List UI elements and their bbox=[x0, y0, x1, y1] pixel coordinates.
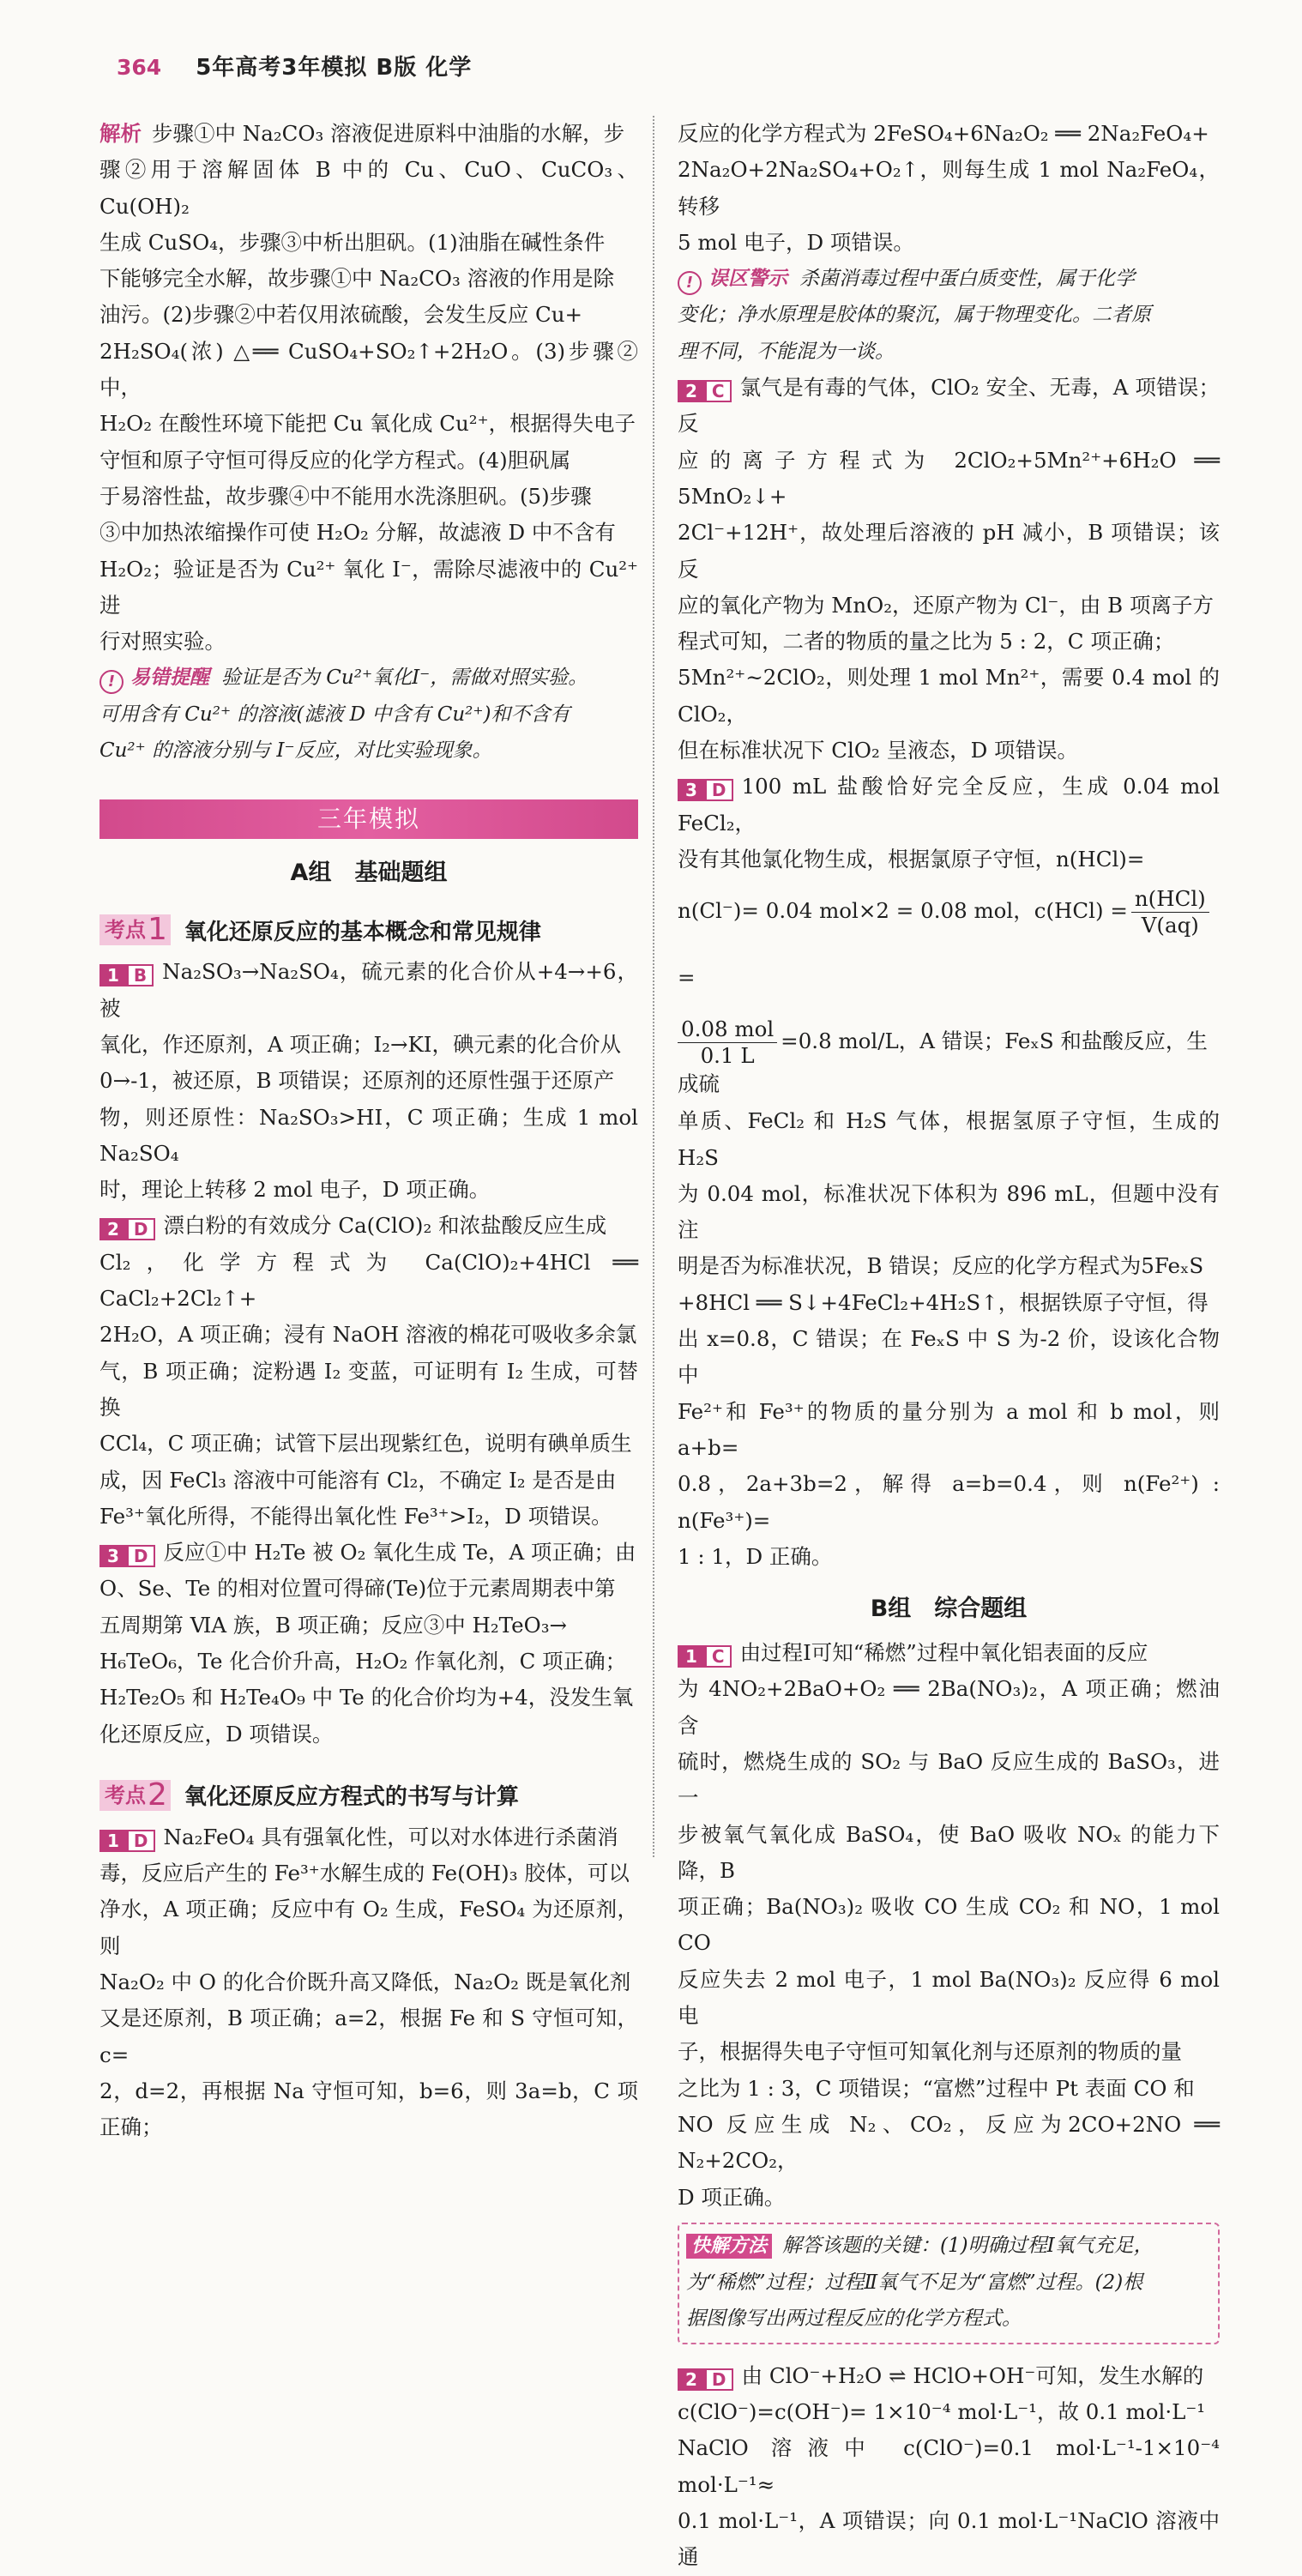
text-line: 0→-1，被还原，B 项错误；还原剂的还原性强于还原产 bbox=[99, 1068, 615, 1094]
knowledge-point-tag: 考点 2 bbox=[99, 1780, 171, 1811]
answer-badge: 3 D bbox=[678, 779, 733, 801]
text-line: 3 D 反应①中 H₂Te 被 O₂ 氧化生成 Te，A 项正确；由 bbox=[99, 1535, 638, 1571]
text-line: 步被氧气氧化成 BaSO₄，使 BaO 吸收 NOₓ 的能力下降，B bbox=[678, 1821, 1220, 1883]
text-line: 硫时，燃烧生成的 SO₂ 与 BaO 反应生成的 BaSO₃，进一 bbox=[678, 1748, 1220, 1811]
knowledge-point-2 bbox=[99, 1771, 638, 1819]
text-line: Cu²⁺ 的溶液分别与 I⁻反应，对比实验现象。 bbox=[99, 739, 492, 763]
text-line: 应的氧化产物为 MnO₂，还原产物为 Cl⁻，由 B 项离子方 bbox=[678, 592, 1214, 618]
page-header bbox=[117, 50, 472, 87]
answer-badge: 1 D bbox=[99, 1830, 155, 1852]
knowledge-point-title: 氧化还原反应的基本概念和常见规律 bbox=[184, 919, 541, 945]
text-line: 1 C 由过程Ⅰ可知“稀燃”过程中氧化铝表面的反应 bbox=[678, 1635, 1220, 1671]
text-line: H₂O₂ 在酸性环境下能把 Cu 氧化成 Cu²⁺，根据得失电子 bbox=[99, 411, 636, 437]
section-banner: 三年模拟 bbox=[99, 799, 638, 839]
answer-item bbox=[678, 1635, 1220, 2216]
formula-line: n(Cl⁻)= 0.04 mol×2 = 0.08 mol，c(HCl) = $\frac{\text{n(HCl)}}{V(aq)}$ = bbox=[678, 878, 1220, 1011]
text-line: 快解方法 解答该题的关键：(1)明确过程Ⅰ氧气充足， bbox=[686, 2228, 1211, 2265]
text-line: ! 误区警示 杀菌消毒过程中蛋白质变性，属于化学 bbox=[678, 261, 1220, 297]
fraction: $\frac{\text{n(HCl)}}{V(aq)}$ bbox=[1131, 886, 1209, 938]
answer-badge: 1 B bbox=[99, 964, 154, 986]
text-line: 物，则还原性：Na₂SO₃>HI，C 项正确；生成 1 mol Na₂SO₄ bbox=[99, 1104, 638, 1166]
text-line: 气，B 项正确；淀粉遇 I₂ 变蓝，可证明有 I₂ 生成，可替换 bbox=[99, 1358, 638, 1420]
formula-line: $\frac{\text{0.08 mol}}{0.1 L}$ =0.8 mol/L，A 错误；FeₓS 和盐酸反应，生成硫 bbox=[678, 1017, 1208, 1097]
text-line: 2 D 漂白粉的有效成分 Ca(ClO)₂ 和浓盐酸反应生成 bbox=[99, 1208, 638, 1244]
text-line: 为 4NO₂+2BaO+O₂ ══ 2Ba(NO₃)₂，A 项正确；燃油含 bbox=[678, 1676, 1220, 1738]
right-column bbox=[678, 116, 1220, 2576]
text-line: 下能够完全水解，故步骤①中 Na₂CO₃ 溶液的作用是除 bbox=[99, 266, 615, 292]
text-line: 净水，A 项正确；反应中有 O₂ 生成，FeSO₄ 为还原剂，则 bbox=[99, 1897, 638, 1958]
text-line: c(ClO⁻)=c(OH⁻)= 1×10⁻⁴ mol·L⁻¹，故 0.1 mol·L⁻¹ bbox=[678, 2399, 1206, 2425]
text-line: 油污。(2)步骤②中若仅用浓硫酸，会发生反应 Cu+ bbox=[99, 302, 583, 328]
text-line: 时，理论上转移 2 mol 电子，D 项正确。 bbox=[99, 1177, 491, 1203]
text-line: 5Mn²⁺~2ClO₂，则处理 1 mol Mn²⁺，需要 0.4 mol 的 ClO₂， bbox=[678, 665, 1220, 727]
text-line: 反应的化学方程式为 2FeSO₄+6Na₂O₂ ══ 2Na₂FeO₄+ bbox=[678, 121, 1209, 146]
text-line: 五周期第 ⅥA 族，B 项正确；反应③中 H₂TeO₃→ bbox=[99, 1612, 568, 1638]
group-a-heading: A组 基础题组 bbox=[290, 860, 448, 887]
text-line: 明是否为标准状况，B 错误；反应的化学方程式为5FeₓS bbox=[678, 1253, 1204, 1279]
text-line: 2，d=2，再根据 Na 守恒可知，b=6，则 3a=b，C 项正确； bbox=[99, 2078, 638, 2140]
answer-badge: 3 D bbox=[99, 1545, 155, 1567]
text-line: H₂O₂；验证是否为 Cu²⁺ 氧化 I⁻，需除尽滤液中的 Cu²⁺ 进 bbox=[99, 556, 638, 618]
text-line: 毒，反应后产生的 Fe³⁺水解生成的 Fe(OH)₃ 胶体，可以 bbox=[99, 1861, 630, 1886]
answer-item bbox=[99, 1535, 638, 1753]
text-line: ③中加热浓缩操作可使 H₂O₂ 分解，故滤液 D 中不含有 bbox=[99, 520, 616, 546]
column-divider bbox=[653, 116, 654, 1857]
text-line: 0.8，2a+3b=2，解得 a=b=0.4，则 n(Fe²⁺) : n(Fe³⁺)= bbox=[678, 1471, 1220, 1533]
text-line: 于易溶性盐，故步骤④中不能用水洗涤胆矾。(5)步骤 bbox=[99, 483, 592, 509]
text-line: 2H₂O，A 项正确；浸有 NaOH 溶液的棉花可吸收多余氯 bbox=[99, 1322, 637, 1348]
fraction: $\frac{\text{0.08 mol}}{0.1 L}$ bbox=[678, 1017, 777, 1069]
knowledge-point-tag: 考点 1 bbox=[99, 914, 171, 945]
text-line: H₂Te₂O₅ 和 H₂Te₄O₉ 中 Te 的化合价均为+4，没发生氧 bbox=[99, 1685, 634, 1710]
text-line: 应的离子方程式为 2ClO₂+5Mn²⁺+6H₂O ══ 5MnO₂↓+ bbox=[678, 447, 1220, 509]
text-line: 没有其他氯化物生成，根据氯原子守恒，n(HCl)= bbox=[678, 846, 1145, 872]
analysis-label: 解析 bbox=[99, 121, 142, 146]
knowledge-point-title: 氧化还原反应方程式的书写与计算 bbox=[184, 1784, 519, 1811]
text-line: Na₂O₂ 中 O 的化合价既升高又降低，Na₂O₂ 既是氧化剂 bbox=[99, 1970, 631, 1995]
text-line: 行对照实验。 bbox=[99, 629, 226, 655]
answer-badge: 2 D bbox=[99, 1218, 155, 1240]
text-line: 出 x=0.8，C 错误；在 FeₓS 中 S 为-2 价，设该化合物中 bbox=[678, 1326, 1220, 1388]
answer-item bbox=[99, 954, 638, 1208]
text-line: 守恒和原子守恒可得反应的化学方程式。(4)胆矾属 bbox=[99, 447, 571, 473]
text-line: 项正确；Ba(NO₃)₂ 吸收 CO 生成 CO₂ 和 NO，1 mol CO bbox=[678, 1894, 1220, 1956]
text-line: 骤②用于溶解固体 B 中的 Cu、CuO、CuCO₃、Cu(OH)₂ bbox=[99, 157, 638, 219]
text-line: 2Na₂O+2Na₂SO₄+O₂↑，则每生成 1 mol Na₂FeO₄，转移 bbox=[678, 157, 1220, 219]
text-line: 解析 步骤①中 Na₂CO₃ 溶液促进原料中油脂的水解，步 bbox=[99, 121, 625, 146]
answer-badge: 2 C bbox=[678, 380, 732, 402]
continued-text bbox=[678, 116, 1220, 261]
text-line: 2Cl⁻+12H⁺，故处理后溶液的 pH 减小，B 项错误；该反 bbox=[678, 520, 1220, 582]
text-line: 之比为 1 : 3，C 项错误；“富燃”过程中 Pt 表面 CO 和 bbox=[678, 2075, 1195, 2101]
text-line: 2 D 由 ClO⁻+H₂O ⇌ HClO+OH⁻可知，发生水解的 bbox=[678, 2358, 1220, 2394]
knowledge-point-1 bbox=[99, 906, 638, 954]
text-line: 反应失去 2 mol 电子，1 mol Ba(NO₃)₂ 反应得 6 mol 电 bbox=[678, 1966, 1220, 2029]
page-number: 364 bbox=[117, 55, 162, 80]
warning-label: ! 误区警示 bbox=[678, 268, 787, 290]
book-title: 5年高考3年模拟 B版 化学 bbox=[196, 55, 473, 81]
text-line: 1 : 1，D 正确。 bbox=[678, 1543, 833, 1569]
answer-item bbox=[99, 1819, 638, 2146]
text-line: 0.1 mol·L⁻¹，A 项错误；向 0.1 mol·L⁻¹NaClO 溶液中通 bbox=[678, 2507, 1220, 2570]
text-line: 化还原反应，D 项错误。 bbox=[99, 1721, 334, 1746]
text-line: 生成 CuSO₄，步骤③中析出胆矾。(1)油脂在碱性条件 bbox=[99, 229, 606, 255]
text-line: 据图像写出两过程反应的化学方程式。 bbox=[686, 2308, 1022, 2331]
text-line: ! 易错提醒 验证是否为 Cu²⁺氧化I⁻，需做对照实验。 bbox=[99, 660, 638, 696]
text-line: Cl₂，化学方程式为 Ca(ClO)₂+4HCl ══ CaCl₂+2Cl₂↑+ bbox=[99, 1249, 638, 1312]
text-line: +8HCl ══ S↓+4FeCl₂+4H₂S↑，根据铁原子守恒，得 bbox=[678, 1289, 1209, 1315]
quick-method-box bbox=[678, 2223, 1220, 2344]
text-line: 为“稀燃”过程；过程Ⅱ氧气不足为“富燃”过程。(2)根 bbox=[686, 2271, 1143, 2295]
warning-block bbox=[678, 261, 1220, 370]
text-line: 为 0.04 mol，标准状况下体积为 896 mL，但题中没有注 bbox=[678, 1180, 1220, 1243]
answer-badge: 1 C bbox=[678, 1645, 732, 1668]
exclamation-icon: ! bbox=[99, 670, 124, 694]
analysis-block bbox=[99, 116, 638, 660]
text-line: Fe²⁺和 Fe³⁺的物质的量分别为 a mol 和 b mol，则 a+b= bbox=[678, 1398, 1220, 1460]
text-line: O、Se、Te 的相对位置可得碲(Te)位于元素周期表中第 bbox=[99, 1576, 616, 1602]
text-line: 变化；净水原理是胶体的聚沉，属于物理变化。二者原 bbox=[678, 304, 1151, 327]
text-line: H₆TeO₆，Te 化合价升高，H₂O₂ 作氧化剂，C 项正确； bbox=[99, 1648, 627, 1674]
group-b-heading: B组 综合题组 bbox=[870, 1596, 1028, 1623]
text-line: 1 B Na₂SO₃→Na₂SO₄，硫元素的化合价从+4→+6，被 bbox=[99, 959, 638, 1021]
text-line: 但在标准状况下 ClO₂ 呈液态，D 项错误。 bbox=[678, 738, 1078, 763]
method-label: 快解方法 bbox=[686, 2234, 772, 2259]
text-line: D 项正确。 bbox=[678, 2184, 786, 2210]
warning-label: ! 易错提醒 bbox=[99, 667, 209, 689]
text-line: 3 D 100 mL 盐酸恰好完全反应，生成 0.04 mol FeCl₂， bbox=[678, 774, 1220, 836]
answer-item bbox=[99, 1208, 638, 1535]
text-line: CCl₄，C 项正确；试管下层出现紫红色，说明有碘单质生 bbox=[99, 1431, 632, 1457]
text-line: 又是还原剂，B 项正确；a=2，根据 Fe 和 S 守恒可知，c= bbox=[99, 2006, 638, 2067]
text-line: 1 D Na₂FeO₄ 具有强氧化性，可以对水体进行杀菌消 bbox=[99, 1819, 638, 1855]
exclamation-icon: ! bbox=[678, 271, 702, 295]
text-line: NO 反应生成 N₂、CO₂，反应为2CO+2NO ══ N₂+2CO₂， bbox=[678, 2111, 1220, 2174]
answer-item bbox=[678, 2358, 1220, 2576]
answer-item bbox=[678, 370, 1220, 769]
text-line: 理不同，不能混为一谈。 bbox=[678, 340, 895, 363]
text-line: 氧化，作还原剂，A 项正确；I₂→KI，碘元素的化合价从 bbox=[99, 1031, 621, 1057]
text-line: 单质、FeCl₂ 和 H₂S 气体，根据氢原子守恒，生成的 H₂S bbox=[678, 1108, 1220, 1170]
text-line: 2H₂SO₄(浓) △══ CuSO₄+SO₂↑+2H₂O。(3)步骤②中， bbox=[99, 338, 638, 401]
answer-item bbox=[678, 769, 1220, 1575]
text-line: 2 C 氯气是有毒的气体，ClO₂ 安全、无毒，A 项错误；反 bbox=[678, 375, 1220, 437]
text-line: 可用含有 Cu²⁺ 的溶液(滤液 D 中含有 Cu²⁺)和不含有 bbox=[99, 703, 570, 726]
text-line: 5 mol 电子，D 项错误。 bbox=[678, 229, 914, 255]
text-line: NaClO 溶液中 c(ClO⁻)=0.1 mol·L⁻¹-1×10⁻⁴ mol·L⁻¹≈ bbox=[678, 2435, 1220, 2497]
left-column bbox=[99, 116, 638, 2146]
text-line: Fe³⁺氧化所得，不能得出氧化性 Fe³⁺>I₂，D 项错误。 bbox=[99, 1503, 612, 1529]
text-line: 子，根据得失电子守恒可知氧化剂与还原剂的物质的量 bbox=[678, 2039, 1182, 2065]
warning-block bbox=[99, 660, 638, 769]
answer-badge: 2 D bbox=[678, 2368, 733, 2391]
text-line: 程式可知，二者的物质的量之比为 5 : 2，C 项正确； bbox=[678, 629, 1175, 655]
text-line: 成，因 FeCl₃ 溶液中可能溶有 Cl₂，不确定 I₂ 是否是由 bbox=[99, 1467, 617, 1493]
